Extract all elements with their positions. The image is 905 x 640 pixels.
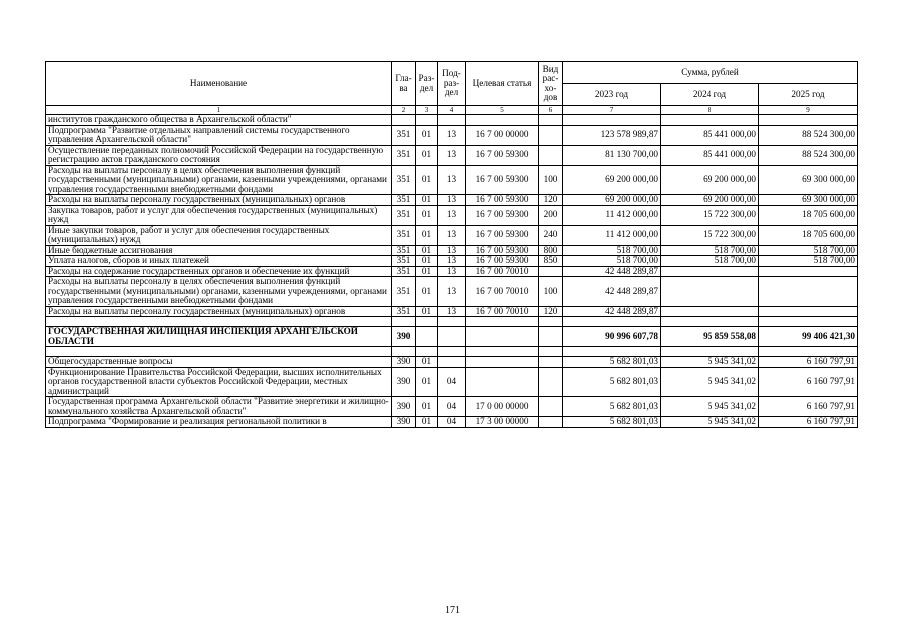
row-razdel: 01 xyxy=(416,357,438,368)
row-razdel: 01 xyxy=(416,256,438,267)
row-amount-2024: 85 441 000,00 xyxy=(661,125,759,145)
row-target xyxy=(466,327,539,347)
row-glava: 390 xyxy=(392,417,416,428)
row-amount-2025 xyxy=(759,306,858,317)
row-amount-2023: 69 200 000,00 xyxy=(563,195,661,206)
row-amount-2023: 42 448 289,87 xyxy=(563,306,661,317)
row-amount-2024 xyxy=(661,277,759,307)
header-vid: Вид рас-хо-дов xyxy=(539,62,563,106)
row-podrazdel: 13 xyxy=(438,165,466,195)
table-row xyxy=(46,266,858,277)
row-podrazdel: 13 xyxy=(438,225,466,245)
row-name: Осуществление переданных полномочий Российской Федерации на государственную регистрацию актов гражданского состояния xyxy=(46,145,392,165)
col-number: 5 xyxy=(466,106,539,115)
row-target: 16 7 00 70010 xyxy=(466,277,539,307)
header-2025: 2025 год xyxy=(759,84,858,106)
row-glava: 351 xyxy=(392,277,416,307)
col-number: 7 xyxy=(563,106,661,115)
empty-cell xyxy=(416,317,438,327)
header-razdel: Раз-дел xyxy=(416,62,438,106)
row-podrazdel: 13 xyxy=(438,195,466,206)
row-name: Иные бюджетные ассигнования xyxy=(46,245,392,256)
row-razdel: 01 xyxy=(416,125,438,145)
row-vid xyxy=(539,266,563,277)
blank-row xyxy=(46,317,858,327)
row-amount-2024: 5 945 341,02 xyxy=(661,397,759,417)
row-vid: 200 xyxy=(539,205,563,225)
row-razdel: 01 xyxy=(416,165,438,195)
row-amount-2024: 5 945 341,02 xyxy=(661,357,759,368)
row-podrazdel xyxy=(438,115,466,126)
budget-table xyxy=(45,61,858,428)
row-amount-2024: 15 722 300,00 xyxy=(661,205,759,225)
row-name: Иные закупки товаров, работ и услуг для обеспечения государственных (муниципальных) нужд xyxy=(46,225,392,245)
row-name: Государственная программа Архангельской области "Развитие энергетики и жилищно-коммунального хозяйства Архангельской области" xyxy=(46,397,392,417)
row-glava: 351 xyxy=(392,306,416,317)
row-amount-2025: 18 705 600,00 xyxy=(759,205,858,225)
row-amount-2023: 11 412 000,00 xyxy=(563,205,661,225)
table-row xyxy=(46,225,858,245)
empty-cell xyxy=(661,317,759,327)
col-number: 8 xyxy=(661,106,759,115)
row-target: 17 0 00 00000 xyxy=(466,397,539,417)
row-podrazdel: 13 xyxy=(438,125,466,145)
row-amount-2024: 69 200 000,00 xyxy=(661,195,759,206)
row-podrazdel: 13 xyxy=(438,306,466,317)
row-amount-2024 xyxy=(661,115,759,126)
table-row xyxy=(46,357,858,368)
row-vid xyxy=(539,417,563,428)
row-glava: 351 xyxy=(392,225,416,245)
table-row xyxy=(46,327,858,347)
row-name: ГОСУДАРСТВЕННАЯ ЖИЛИЩНАЯ ИНСПЕКЦИЯ АРХАНГЕЛЬСКОЙ ОБЛАСТИ xyxy=(46,327,392,347)
row-amount-2023: 42 448 289,87 xyxy=(563,277,661,307)
row-razdel: 01 xyxy=(416,367,438,397)
row-target: 16 7 00 70010 xyxy=(466,306,539,317)
row-amount-2025 xyxy=(759,266,858,277)
row-glava xyxy=(392,115,416,126)
empty-cell xyxy=(438,317,466,327)
row-target xyxy=(466,115,539,126)
empty-cell xyxy=(438,347,466,357)
row-target: 16 7 00 59300 xyxy=(466,195,539,206)
row-name: Расходы на выплаты персоналу в целях обеспечения выполнения функций государственными (муниципальными) органами, казенными учреждениями, органами управления государственными внебюджетными фондами xyxy=(46,165,392,195)
row-target xyxy=(466,367,539,397)
row-glava: 351 xyxy=(392,145,416,165)
empty-cell xyxy=(466,347,539,357)
row-amount-2025: 69 300 000,00 xyxy=(759,165,858,195)
table-row xyxy=(46,417,858,428)
row-amount-2025: 18 705 600,00 xyxy=(759,225,858,245)
header-target: Целевая статья xyxy=(466,62,539,106)
row-vid xyxy=(539,115,563,126)
row-vid: 120 xyxy=(539,195,563,206)
row-podrazdel xyxy=(438,357,466,368)
header-glava: Гла-ва xyxy=(392,62,416,106)
row-glava: 390 xyxy=(392,357,416,368)
col-number: 1 xyxy=(46,106,392,115)
row-podrazdel: 13 xyxy=(438,245,466,256)
row-amount-2024 xyxy=(661,266,759,277)
header-2024: 2024 год xyxy=(661,84,759,106)
empty-cell xyxy=(539,347,563,357)
row-podrazdel: 04 xyxy=(438,417,466,428)
row-glava: 390 xyxy=(392,327,416,347)
row-podrazdel: 04 xyxy=(438,397,466,417)
row-amount-2024: 15 722 300,00 xyxy=(661,225,759,245)
row-target xyxy=(466,357,539,368)
header-name: Наименование xyxy=(46,62,392,106)
row-name: Общегосударственные вопросы xyxy=(46,357,392,368)
row-amount-2023: 90 996 607,78 xyxy=(563,327,661,347)
row-podrazdel: 13 xyxy=(438,145,466,165)
row-podrazdel: 04 xyxy=(438,367,466,397)
row-amount-2024: 5 945 341,02 xyxy=(661,417,759,428)
row-glava: 351 xyxy=(392,165,416,195)
table-row xyxy=(46,125,858,145)
row-amount-2023: 42 448 289,87 xyxy=(563,266,661,277)
row-podrazdel: 13 xyxy=(438,277,466,307)
empty-cell xyxy=(46,317,392,327)
row-amount-2025: 6 160 797,91 xyxy=(759,417,858,428)
row-target: 16 7 00 70010 xyxy=(466,266,539,277)
table-row xyxy=(46,277,858,307)
row-podrazdel: 13 xyxy=(438,266,466,277)
row-amount-2024: 518 700,00 xyxy=(661,245,759,256)
row-name: Расходы на выплаты персоналу в целях обеспечения выполнения функций государственными (муниципальными) органами, казенными учреждениями, органами управления государственными внебюджетными фондами xyxy=(46,277,392,307)
row-amount-2024: 85 441 000,00 xyxy=(661,145,759,165)
table-header xyxy=(46,62,858,115)
row-vid xyxy=(539,397,563,417)
row-razdel: 01 xyxy=(416,145,438,165)
row-name: Функционирование Правительства Российской Федерации, высших исполнительных органов государственной власти субъектов Российской Федерации, местных администраций xyxy=(46,367,392,397)
row-razdel: 01 xyxy=(416,306,438,317)
row-podrazdel: 13 xyxy=(438,256,466,267)
empty-cell xyxy=(392,317,416,327)
empty-cell xyxy=(416,347,438,357)
row-amount-2023: 518 700,00 xyxy=(563,245,661,256)
empty-cell xyxy=(563,317,661,327)
col-number: 4 xyxy=(438,106,466,115)
row-name: Закупка товаров, работ и услуг для обеспечения государственных (муниципальных) нужд xyxy=(46,205,392,225)
row-razdel: 01 xyxy=(416,195,438,206)
empty-cell xyxy=(759,317,858,327)
row-vid: 100 xyxy=(539,277,563,307)
column-number-row xyxy=(46,106,858,115)
row-vid xyxy=(539,125,563,145)
row-name: Расходы на выплаты персоналу государственных (муниципальных) органов xyxy=(46,306,392,317)
empty-cell xyxy=(661,347,759,357)
col-number: 2 xyxy=(392,106,416,115)
row-razdel: 01 xyxy=(416,245,438,256)
page-number: 171 xyxy=(445,605,460,616)
row-name: Расходы на содержание государственных органов и обеспечение их функций xyxy=(46,266,392,277)
row-amount-2025: 518 700,00 xyxy=(759,245,858,256)
table-body xyxy=(46,115,858,428)
row-name: Подпрограмма "Развитие отдельных направлений системы государственного управления Архангельской области" xyxy=(46,125,392,145)
row-vid xyxy=(539,327,563,347)
row-glava: 351 xyxy=(392,245,416,256)
row-amount-2025: 518 700,00 xyxy=(759,256,858,267)
empty-cell xyxy=(759,347,858,357)
row-amount-2023: 5 682 801,03 xyxy=(563,417,661,428)
empty-cell xyxy=(466,317,539,327)
table-row xyxy=(46,145,858,165)
row-podrazdel: 13 xyxy=(438,205,466,225)
row-amount-2025: 88 524 300,00 xyxy=(759,145,858,165)
empty-cell xyxy=(539,317,563,327)
row-glava: 390 xyxy=(392,367,416,397)
table-row xyxy=(46,256,858,267)
row-amount-2023: 123 578 989,87 xyxy=(563,125,661,145)
row-name: Подпрограмма "Формирование и реализация региональной политики в xyxy=(46,417,392,428)
row-target: 16 7 00 59300 xyxy=(466,165,539,195)
table-row xyxy=(46,195,858,206)
row-target: 16 7 00 59300 xyxy=(466,205,539,225)
row-razdel: 01 xyxy=(416,225,438,245)
row-amount-2024 xyxy=(661,306,759,317)
row-vid: 850 xyxy=(539,256,563,267)
row-vid xyxy=(539,367,563,397)
row-amount-2025: 6 160 797,91 xyxy=(759,357,858,368)
row-target: 16 7 00 00000 xyxy=(466,125,539,145)
row-glava: 351 xyxy=(392,256,416,267)
empty-cell xyxy=(563,347,661,357)
header-podrazdel: Под-раз-дел xyxy=(438,62,466,106)
row-target: 16 7 00 59300 xyxy=(466,225,539,245)
row-razdel xyxy=(416,327,438,347)
row-amount-2023: 518 700,00 xyxy=(563,256,661,267)
col-number: 6 xyxy=(539,106,563,115)
row-vid: 120 xyxy=(539,306,563,317)
table-row xyxy=(46,115,858,126)
row-amount-2023: 69 200 000,00 xyxy=(563,165,661,195)
row-vid xyxy=(539,357,563,368)
row-target: 16 7 00 59300 xyxy=(466,245,539,256)
row-razdel xyxy=(416,115,438,126)
row-target: 16 7 00 59300 xyxy=(466,145,539,165)
row-name: Уплата налогов, сборов и иных платежей xyxy=(46,256,392,267)
row-razdel: 01 xyxy=(416,205,438,225)
header-2023: 2023 год xyxy=(563,84,661,106)
table-row xyxy=(46,245,858,256)
row-amount-2023 xyxy=(563,115,661,126)
row-amount-2023: 5 682 801,03 xyxy=(563,367,661,397)
row-vid: 100 xyxy=(539,165,563,195)
row-amount-2023: 5 682 801,03 xyxy=(563,357,661,368)
row-amount-2025: 69 300 000,00 xyxy=(759,195,858,206)
row-glava: 351 xyxy=(392,195,416,206)
row-glava: 390 xyxy=(392,397,416,417)
row-amount-2023: 11 412 000,00 xyxy=(563,225,661,245)
row-glava: 351 xyxy=(392,205,416,225)
row-amount-2024: 5 945 341,02 xyxy=(661,367,759,397)
row-glava: 351 xyxy=(392,266,416,277)
row-amount-2023: 5 682 801,03 xyxy=(563,397,661,417)
row-name: институтов гражданского общества в Архангельской области" xyxy=(46,115,392,126)
row-vid: 800 xyxy=(539,245,563,256)
table-row xyxy=(46,397,858,417)
row-target: 16 7 00 59300 xyxy=(466,256,539,267)
row-amount-2024: 69 200 000,00 xyxy=(661,165,759,195)
row-vid xyxy=(539,145,563,165)
empty-cell xyxy=(46,347,392,357)
row-vid: 240 xyxy=(539,225,563,245)
blank-row xyxy=(46,347,858,357)
row-name: Расходы на выплаты персоналу государственных (муниципальных) органов xyxy=(46,195,392,206)
col-number: 9 xyxy=(759,106,858,115)
row-amount-2023: 81 130 700,00 xyxy=(563,145,661,165)
row-glava: 351 xyxy=(392,125,416,145)
header-sum: Сумма, рублей xyxy=(563,62,858,84)
table-row xyxy=(46,367,858,397)
row-amount-2025: 99 406 421,30 xyxy=(759,327,858,347)
row-target: 17 3 00 00000 xyxy=(466,417,539,428)
table-row xyxy=(46,205,858,225)
row-amount-2025: 88 524 300,00 xyxy=(759,125,858,145)
row-amount-2024: 518 700,00 xyxy=(661,256,759,267)
row-amount-2025 xyxy=(759,115,858,126)
row-amount-2025: 6 160 797,91 xyxy=(759,367,858,397)
row-amount-2025: 6 160 797,91 xyxy=(759,397,858,417)
row-razdel: 01 xyxy=(416,397,438,417)
col-number: 3 xyxy=(416,106,438,115)
empty-cell xyxy=(392,347,416,357)
row-razdel: 01 xyxy=(416,417,438,428)
table-row xyxy=(46,306,858,317)
row-amount-2024: 95 859 558,08 xyxy=(661,327,759,347)
row-razdel: 01 xyxy=(416,266,438,277)
table-row xyxy=(46,165,858,195)
row-amount-2025 xyxy=(759,277,858,307)
row-podrazdel xyxy=(438,327,466,347)
row-razdel: 01 xyxy=(416,277,438,307)
